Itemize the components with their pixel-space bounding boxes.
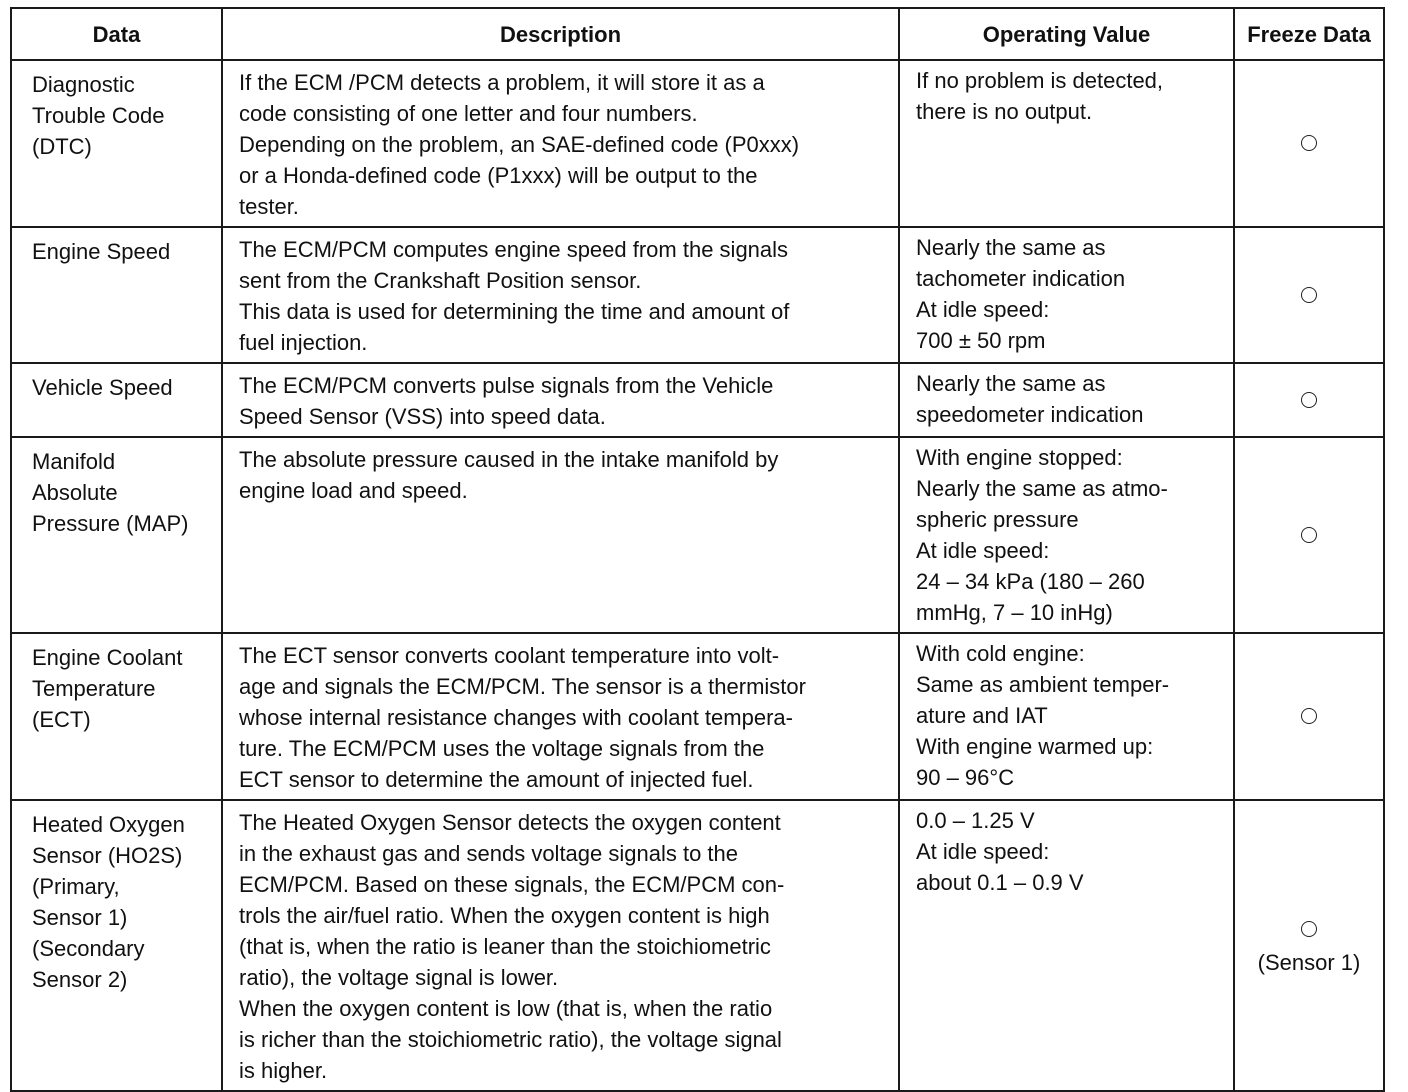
- description-cell-line: trols the air/fuel ratio. When the oxygen content is high: [239, 903, 770, 928]
- description-cell-line: The Heated Oxygen Sensor detects the oxygen content: [239, 810, 781, 835]
- data-cell: [11, 363, 222, 437]
- freeze-data-cell: [1234, 800, 1384, 1091]
- data-cell-line: Heated Oxygen: [32, 812, 185, 837]
- freeze-note: (Sensor 1): [1257, 949, 1361, 975]
- operating-value-cell-line: If no problem is detected,: [916, 68, 1164, 93]
- data-cell: [11, 227, 222, 363]
- data-cell-line: Absolute: [32, 480, 118, 505]
- data-cell-line: Diagnostic: [32, 72, 135, 97]
- header-freeze-data: Freeze Data: [1234, 8, 1384, 60]
- description-cell-line: tester.: [239, 194, 299, 219]
- freeze-data-cell: [1234, 227, 1384, 363]
- description-cell-line: is richer than the stoichiometric ratio), the voltage signal: [239, 1027, 782, 1052]
- table-row: [11, 227, 1384, 363]
- operating-value-cell-line: 90 – 96°C: [916, 765, 1015, 790]
- freeze-data-cell: [1234, 60, 1384, 227]
- operating-value-cell-line: there is no output.: [916, 99, 1093, 124]
- description-cell: [222, 227, 899, 363]
- table-row: [11, 60, 1384, 227]
- operating-value-cell-line: Nearly the same as: [916, 235, 1106, 260]
- operating-value-cell: [899, 363, 1234, 437]
- header-data: Data: [11, 8, 222, 60]
- data-cell-line: Trouble Code: [32, 103, 165, 128]
- description-cell-line: or a Honda-defined code (P1xxx) will be output to the: [239, 163, 758, 188]
- table-body: [11, 60, 1384, 1091]
- description-cell-line: The absolute pressure caused in the intake manifold by: [239, 447, 779, 472]
- operating-value-cell: [899, 800, 1234, 1091]
- operating-value-cell-line: about 0.1 – 0.9 V: [916, 870, 1084, 895]
- data-cell-line: (Secondary: [32, 936, 145, 961]
- freeze-data-cell: [1234, 363, 1384, 437]
- operating-value-cell-line: 700 ± 50 rpm: [916, 328, 1046, 353]
- data-cell-line: (DTC): [32, 134, 92, 159]
- description-cell-line: This data is used for determining the time and amount of: [239, 299, 790, 324]
- description-cell-line: The ECM/PCM converts pulse signals from the Vehicle: [239, 373, 774, 398]
- description-cell-line: The ECM/PCM computes engine speed from the signals: [239, 237, 789, 262]
- description-cell-line: ECM/PCM. Based on these signals, the ECM/PCM con-: [239, 872, 785, 897]
- description-cell-line: code consisting of one letter and four numbers.: [239, 101, 698, 126]
- operating-value-cell-line: Nearly the same as atmo-: [916, 476, 1168, 501]
- data-cell-line: Sensor (HO2S): [32, 843, 183, 868]
- operating-value-cell-line: Same as ambient temper-: [916, 672, 1170, 697]
- operating-value-cell-line: 24 – 34 kPa (180 – 260: [916, 569, 1145, 594]
- description-cell: [222, 437, 899, 633]
- description-cell-line: age and signals the ECM/PCM. The sensor is a thermistor: [239, 674, 806, 699]
- description-cell-line: is higher.: [239, 1058, 328, 1083]
- description-cell-line: When the oxygen content is low (that is, when the ratio: [239, 996, 773, 1021]
- description-cell-line: ECT sensor to determine the amount of injected fuel.: [239, 767, 754, 792]
- operating-value-cell-line: ature and IAT: [916, 703, 1048, 728]
- table-row: [11, 800, 1384, 1091]
- description-cell-line: in the exhaust gas and sends voltage signals to the: [239, 841, 739, 866]
- description-cell: [222, 800, 899, 1091]
- description-cell: [222, 60, 899, 227]
- operating-value-cell-line: At idle speed:: [916, 538, 1050, 563]
- description-cell-line: fuel injection.: [239, 330, 368, 355]
- operating-value-cell-line: tachometer indication: [916, 266, 1126, 291]
- data-cell-line: Manifold: [32, 449, 116, 474]
- data-cell-line: Sensor 1): [32, 905, 128, 930]
- description-cell-line: If the ECM /PCM detects a problem, it will store it as a: [239, 70, 765, 95]
- header-operating-value: Operating Value: [899, 8, 1234, 60]
- description-cell-line: The ECT sensor converts coolant temperature into volt-: [239, 643, 780, 668]
- operating-value-cell: [899, 227, 1234, 363]
- description-cell-line: ratio), the voltage signal is lower.: [239, 965, 559, 990]
- description-cell-line: sent from the Crankshaft Position sensor.: [239, 268, 642, 293]
- table-row: [11, 363, 1384, 437]
- data-table: [10, 7, 1385, 1092]
- operating-value-cell-line: mmHg, 7 – 10 inHg): [916, 600, 1113, 625]
- freeze-data-cell: [1234, 437, 1384, 633]
- data-cell-line: (ECT): [32, 707, 91, 732]
- freeze-circle-icon: [1301, 708, 1317, 724]
- operating-value-cell: [899, 60, 1234, 227]
- table-row: [11, 633, 1384, 800]
- table-header-row: [11, 8, 1384, 60]
- description-cell-line: whose internal resistance changes with coolant tempera-: [239, 705, 793, 730]
- operating-value-cell-line: At idle speed:: [916, 297, 1050, 322]
- data-cell-line: Vehicle Speed: [32, 375, 173, 400]
- description-cell-line: ture. The ECM/PCM uses the voltage signals from the: [239, 736, 765, 761]
- data-cell-line: Sensor 2): [32, 967, 128, 992]
- freeze-circle-icon: [1301, 921, 1317, 937]
- data-cell-line: Engine Coolant: [32, 645, 183, 670]
- operating-value-cell-line: At idle speed:: [916, 839, 1050, 864]
- data-cell: [11, 437, 222, 633]
- operating-value-cell-line: With engine warmed up:: [916, 734, 1154, 759]
- description-cell-line: Depending on the problem, an SAE-defined code (P0xxx): [239, 132, 800, 157]
- data-cell-line: Temperature: [32, 676, 156, 701]
- description-cell: [222, 363, 899, 437]
- description-cell-line: Speed Sensor (VSS) into speed data.: [239, 404, 606, 429]
- freeze-circle-icon: [1301, 392, 1317, 408]
- data-cell-line: Pressure (MAP): [32, 511, 189, 536]
- freeze-data-cell: [1234, 633, 1384, 800]
- description-cell: [222, 633, 899, 800]
- freeze-circle-icon: [1301, 527, 1317, 543]
- operating-value-cell-line: With cold engine:: [916, 641, 1085, 666]
- description-cell-line: (that is, when the ratio is leaner than the stoichiometric: [239, 934, 771, 959]
- operating-value-cell-line: spheric pressure: [916, 507, 1079, 532]
- data-cell-line: (Primary,: [32, 874, 120, 899]
- operating-value-cell-line: With engine stopped:: [916, 445, 1123, 470]
- operating-value-cell-line: speedometer indication: [916, 402, 1144, 427]
- operating-value-cell: [899, 437, 1234, 633]
- description-cell-line: engine load and speed.: [239, 478, 468, 503]
- data-cell: [11, 800, 222, 1091]
- data-cell-line: Engine Speed: [32, 239, 171, 264]
- freeze-circle-icon: [1301, 287, 1317, 303]
- header-description: Description: [222, 8, 899, 60]
- operating-value-cell: [899, 633, 1234, 800]
- data-cell: [11, 60, 222, 227]
- table-row: [11, 437, 1384, 633]
- operating-value-cell-line: Nearly the same as: [916, 371, 1106, 396]
- data-cell: [11, 633, 222, 800]
- operating-value-cell-line: 0.0 – 1.25 V: [916, 808, 1035, 833]
- freeze-circle-icon: [1301, 135, 1317, 151]
